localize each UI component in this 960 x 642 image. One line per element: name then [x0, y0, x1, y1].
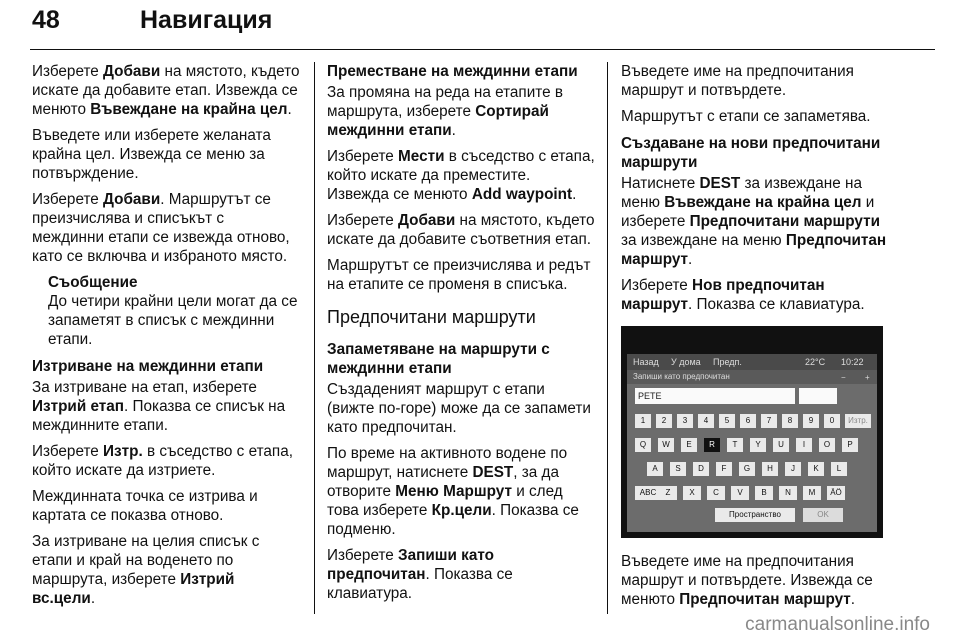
paragraph: Въведете или изберете желаната крайна цел. Извежда се меню за потвърждение. [32, 127, 271, 182]
note-text: До четири крайни цели могат да се запаметят в списък с междинни етапи. [48, 293, 298, 348]
keyboard-key[interactable]: Z [659, 486, 677, 500]
temperature: 22°C [805, 357, 826, 367]
screen-title-bar [627, 370, 877, 384]
keyboard-key[interactable]: X [683, 486, 701, 500]
keyboard-key[interactable]: B [755, 486, 773, 500]
column-2 [327, 62, 595, 610]
keyboard-key[interactable]: 7 [761, 414, 777, 428]
paragraph: Въведете име на предпочитания маршрут и потвърдете. Извежда се менюто Предпочитан маршрут. [621, 553, 873, 608]
keyboard-key[interactable]: 1 [635, 414, 651, 428]
keyboard-key[interactable]: G [739, 462, 755, 476]
keyboard-key[interactable]: 4 [698, 414, 714, 428]
paragraph: За промяна на реда на етапите в маршрута, изберете Сортирай междинни етапи. [327, 84, 563, 139]
keyboard-key[interactable]: M [803, 486, 821, 500]
keyboard-key[interactable]: P [842, 438, 858, 452]
plus-icon[interactable]: + [865, 373, 870, 382]
paragraph: Изберете Добави на мястото, където искате да добавите съответния етап. [327, 212, 595, 248]
ok-key[interactable]: OK [803, 508, 843, 522]
back-button[interactable]: Назад [633, 357, 659, 367]
header-rule [30, 49, 935, 50]
column-3 [621, 62, 891, 616]
keyboard-key[interactable]: 5 [719, 414, 735, 428]
paragraph: Въведете име на предпочитания маршрут и потвърдете. [621, 63, 854, 99]
paragraph: Маршрутът се преизчислява и редът на етапите се променя в списъка. [327, 257, 591, 293]
minus-icon[interactable]: − [841, 373, 846, 382]
page-header [30, 4, 935, 40]
keyboard-key[interactable]: ABC [635, 486, 661, 500]
keyboard-key[interactable]: 2 [656, 414, 672, 428]
page-number: 48 [32, 6, 60, 34]
subheading-save: Запаметяване на маршрути с междинни етапи [327, 341, 550, 377]
column-divider [607, 62, 608, 614]
name-input[interactable]: PETE [635, 388, 795, 404]
keyboard-key[interactable]: 3 [677, 414, 693, 428]
column-divider [314, 62, 315, 614]
keyboard-key[interactable]: R [704, 438, 720, 452]
subheading-new: Създаване на нови предпочитани маршрути [621, 135, 881, 171]
keyboard-key[interactable]: I [796, 438, 812, 452]
keyboard-key[interactable]: E [681, 438, 697, 452]
keyboard-key[interactable]: A [647, 462, 663, 476]
keyboard-key[interactable]: Y [750, 438, 766, 452]
paragraph: Изберете Изтр. в съседство с етапа, който искате да изтриете. [32, 443, 293, 479]
paragraph: Изберете Мести в съседство с етапа, който искате да преместите. Извежда се менюто Add waypoint. [327, 148, 595, 203]
secondary-field [799, 388, 837, 404]
subheading-move: Преместване на междинни етапи [327, 63, 578, 80]
subheading-delete: Изтриване на междинни етапи [32, 358, 264, 375]
keyboard-key[interactable]: H [762, 462, 778, 476]
keyboard-key[interactable]: N [779, 486, 797, 500]
keyboard-key[interactable]: 9 [803, 414, 819, 428]
paragraph: Маршрутът с етапи се запаметява. [621, 108, 871, 125]
clock: 10:22 [841, 357, 864, 367]
keyboard-key[interactable]: F [716, 462, 732, 476]
keyboard-key[interactable]: T [727, 438, 743, 452]
paragraph: Изберете Добави. Маршрутът се преизчислява и списъкът с междинни етапи се извежда отново, като се включва и избраното място. [32, 191, 290, 265]
home-button[interactable]: У дома [671, 357, 701, 367]
keyboard-key[interactable]: K [808, 462, 824, 476]
page-title: Навигация [140, 6, 273, 34]
note-title: Съобщение [48, 274, 138, 291]
paragraph: Създаденият маршрут с етапи (вижте по-горе) може да се запамети като предпочитан. [327, 381, 591, 436]
paragraph: Натиснете DEST за извеждане на меню Въвеждане на крайна цел и изберете Предпочитани маршрути за извеждане на меню Предпочитан маршрут. [621, 175, 887, 268]
keyboard-screen-image [621, 326, 883, 538]
keyboard-key[interactable]: U [773, 438, 789, 452]
paragraph: По време на активното водене по маршрут, натиснете DEST, за да отворите Меню Маршрут и след това изберете Кр.цели. Показва се подменю. [327, 445, 579, 538]
space-key[interactable]: Пространство [715, 508, 795, 522]
section-heading: Предпочитани маршрути [327, 307, 536, 327]
keyboard-key[interactable]: Q [635, 438, 651, 452]
keyboard-key[interactable]: L [831, 462, 847, 476]
favorites-button[interactable]: Предп. [713, 357, 742, 367]
keyboard-key[interactable]: J [785, 462, 801, 476]
column-1 [32, 62, 300, 615]
keyboard-key[interactable]: V [731, 486, 749, 500]
keyboard-key[interactable]: 6 [740, 414, 756, 428]
screen-title: Запиши като предпочитан [633, 372, 730, 381]
keyboard-key[interactable]: Изтр. [845, 414, 871, 428]
screen-top-bar [627, 354, 877, 370]
keyboard-key[interactable]: C [707, 486, 725, 500]
keyboard-key[interactable]: W [658, 438, 674, 452]
paragraph: Междинната точка се изтрива и картата се показва отново. [32, 488, 258, 524]
note-box [48, 273, 300, 349]
paragraph: Изберете Запиши като предпочитан. Показва се клавиатура. [327, 547, 513, 602]
keyboard-key[interactable]: 0 [824, 414, 840, 428]
paragraph: Изберете Добави на мястото, където искате да добавите етап. Извежда се менюто Въвеждане на крайна цел. [32, 63, 300, 118]
watermark: carmanualsonline.info [745, 614, 930, 635]
paragraph: Изберете Нов предпочитан маршрут. Показва се клавиатура. [621, 277, 865, 313]
keyboard-key[interactable]: ÄÖ [827, 486, 845, 500]
keyboard-key[interactable]: S [670, 462, 686, 476]
paragraph: За изтриване на целия списък с етапи и край на воденето по маршрута, изберете Изтрий вс.цели. [32, 533, 260, 607]
keyboard-key[interactable]: D [693, 462, 709, 476]
keyboard-key[interactable]: O [819, 438, 835, 452]
paragraph: За изтриване на етап, изберете Изтрий етап. Показва се списък на междинните етапи. [32, 379, 286, 434]
keyboard-key[interactable]: 8 [782, 414, 798, 428]
